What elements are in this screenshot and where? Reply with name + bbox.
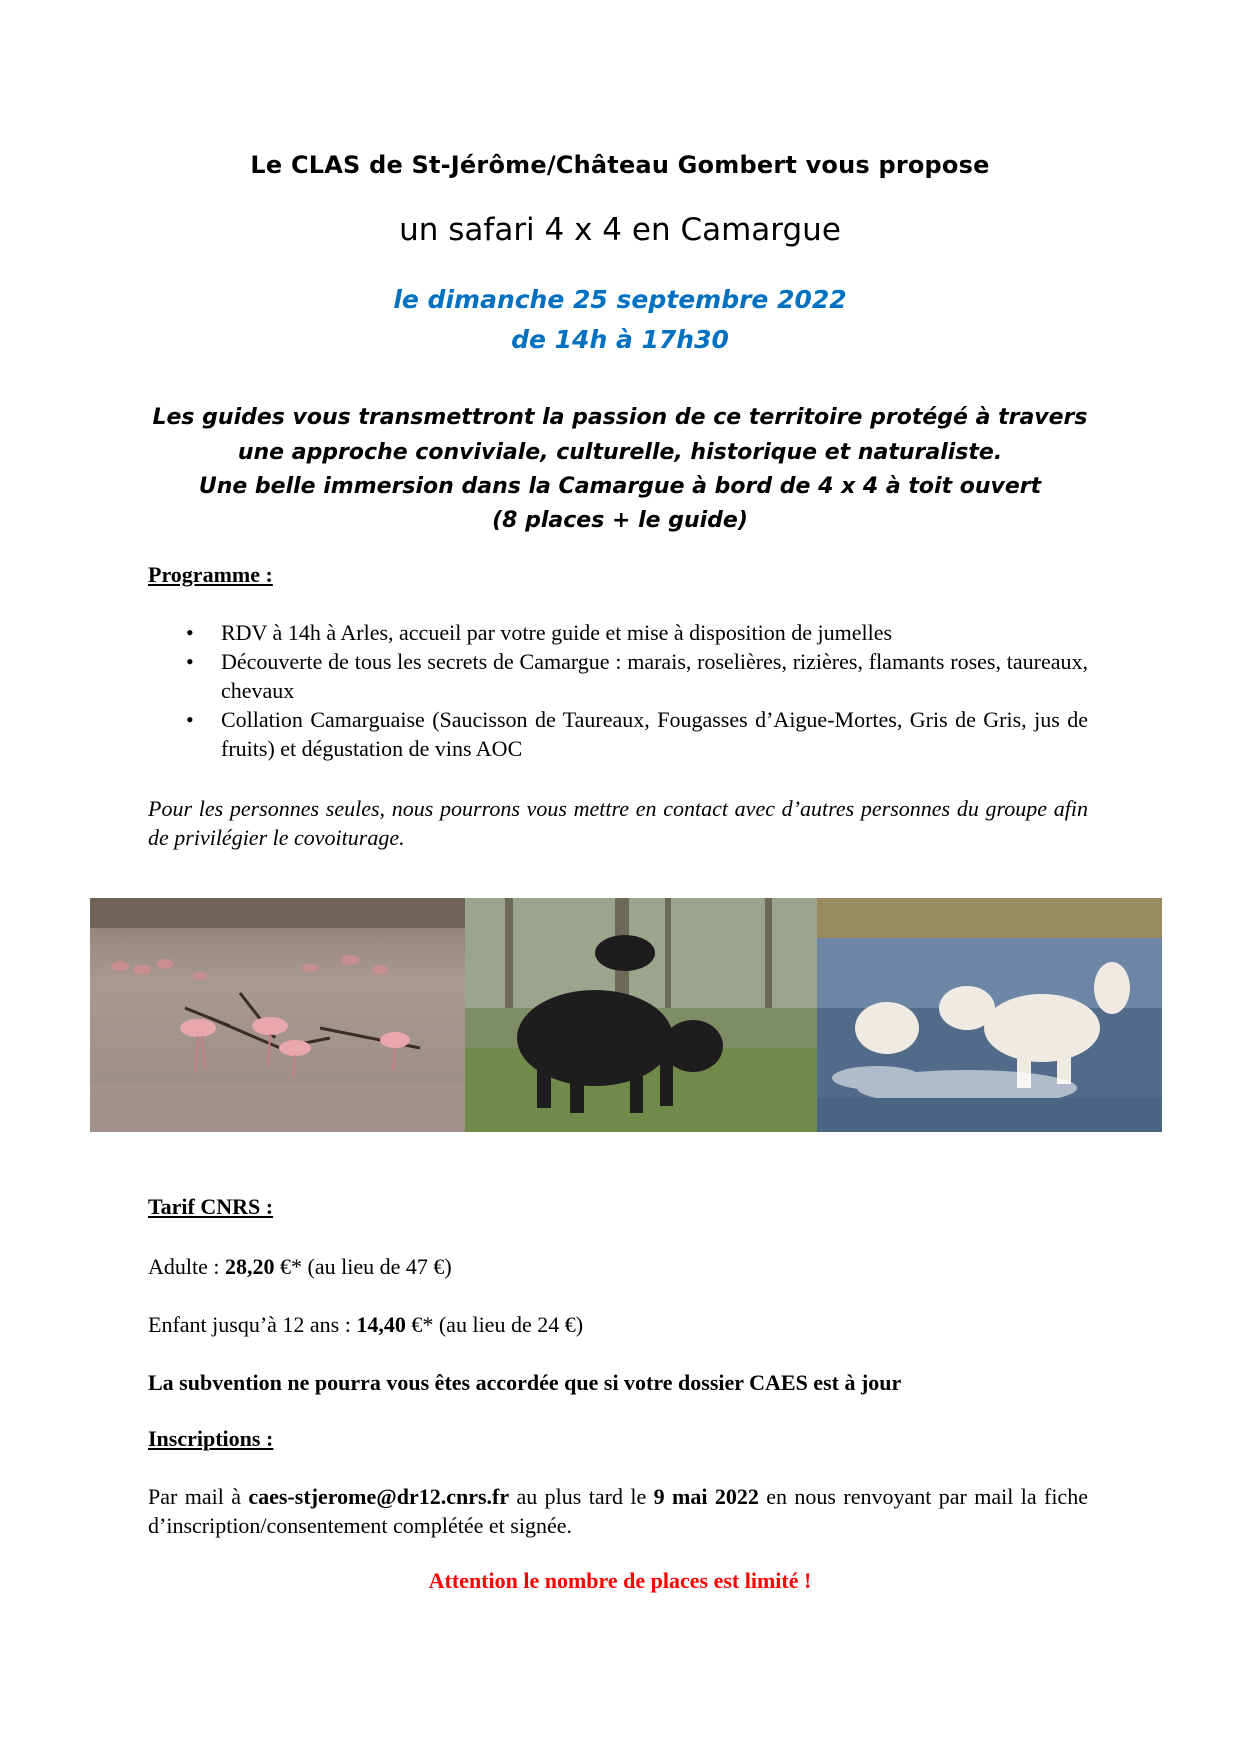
event-date: le dimanche 25 septembre 2022 xyxy=(393,285,847,314)
intro-line: Les guides vous transmettront la passion de ce territoire protégé à travers xyxy=(152,405,1088,430)
photo-strip xyxy=(90,898,1162,1132)
insc-text-b: au plus tard le xyxy=(509,1484,654,1509)
insc-text-a: Par mail à xyxy=(148,1484,249,1509)
programme-item: • Collation Camarguaise (Saucisson de Taureaux, Fougasses d’Aigue-Mortes, Gris de Gris, jus de fruits) et dégustation de vins AOC xyxy=(148,705,1088,763)
white-horses-photo xyxy=(817,898,1162,1132)
organizer-heading: Le CLAS de St-Jérôme/Château Gombert vous propose xyxy=(250,151,990,179)
intro-line: une approche conviviale, culturelle, historique et naturaliste. xyxy=(237,440,1003,465)
adult-price-detail: €* (au lieu de 47 €) xyxy=(274,1254,452,1279)
intro-line: Une belle immersion dans la Camargue à bord de 4 x 4 à toit ouvert xyxy=(198,474,1042,499)
attention-notice: Attention le nombre de places est limité ! xyxy=(428,1568,812,1593)
adult-price: 28,20 xyxy=(225,1254,275,1279)
inscriptions-title: Inscriptions : xyxy=(148,1426,274,1451)
programme-item: • Découverte de tous les secrets de Camargue : marais, roselières, rizières, flamants roses, taureaux, chevaux xyxy=(148,647,1088,705)
carpool-note: Pour les personnes seules, nous pourrons vous mettre en contact avec d’autres personnes du groupe afin de privilégier le covoiturage. xyxy=(148,796,1088,850)
event-title: un safari 4 x 4 en Camargue xyxy=(399,212,841,248)
subvention-note: La subvention ne pourra vous êtes accordée que si votre dossier CAES est à jour xyxy=(148,1370,902,1395)
intro-line: (8 places + le guide) xyxy=(492,508,748,533)
flamingos-photo xyxy=(90,898,465,1132)
adult-label: Adulte : xyxy=(148,1254,225,1279)
child-label: Enfant jusqu’à 12 ans : xyxy=(148,1312,357,1337)
contact-email[interactable]: caes-stjerome@dr12.cnrs.fr xyxy=(248,1484,510,1509)
child-price: 14,40 xyxy=(356,1312,406,1337)
adult-price-line xyxy=(148,1252,452,1281)
tarif-title: Tarif CNRS : xyxy=(148,1194,274,1219)
event-hours: de 14h à 17h30 xyxy=(511,325,729,354)
child-price-detail: €* (au lieu de 24 €) xyxy=(405,1312,584,1337)
programme-list xyxy=(148,618,1088,763)
black-bull-photo xyxy=(465,898,817,1132)
programme-title: Programme : xyxy=(148,562,273,587)
programme-item: • RDV à 14h à Arles, accueil par votre guide et mise à disposition de jumelles xyxy=(148,618,1088,647)
child-price-line xyxy=(148,1310,583,1339)
inscriptions-text xyxy=(148,1482,1088,1540)
insc-text-c: en nous renvoyant par mail la fiche d’inscription/consentement complétée et signée. xyxy=(148,1484,1088,1538)
deadline-date: 9 mai 2022 xyxy=(653,1484,759,1509)
